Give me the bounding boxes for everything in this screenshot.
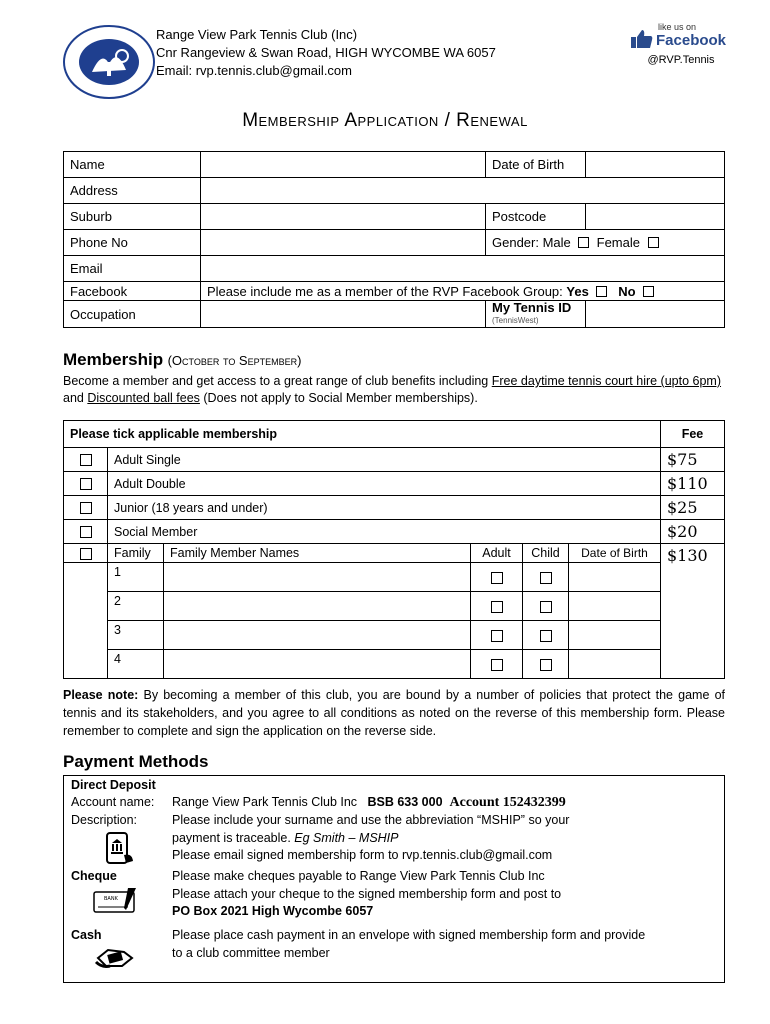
facebook-badge[interactable] bbox=[630, 22, 730, 72]
adult-single-checkbox[interactable] bbox=[80, 454, 92, 466]
junior-fee: $25 bbox=[661, 496, 725, 520]
phone-field[interactable] bbox=[201, 230, 486, 256]
payment-box bbox=[63, 775, 725, 983]
family-row-2-adult-checkbox[interactable] bbox=[491, 601, 503, 613]
occupation-label: Occupation bbox=[64, 301, 201, 328]
cheque-line-2: Please attach your cheque to the signed membership form and post to bbox=[172, 886, 562, 901]
description-label: Description: bbox=[71, 813, 137, 827]
bsb-number: BSB 633 000 bbox=[367, 795, 443, 809]
cheque-text bbox=[172, 868, 722, 921]
facebook-yes-label: Yes bbox=[566, 283, 589, 299]
facebook-no-label: No bbox=[618, 283, 636, 299]
cash-hand-icon bbox=[94, 944, 136, 972]
family-row-1-dob[interactable] bbox=[569, 563, 661, 592]
family-row-2-number: 2 bbox=[108, 592, 164, 621]
direct-deposit-label: Direct Deposit bbox=[71, 778, 156, 792]
cheque-icon bbox=[92, 886, 140, 916]
family-row-2-dob[interactable] bbox=[569, 592, 661, 621]
fb-handle: @RVP.Tennis bbox=[647, 54, 715, 66]
name-field[interactable] bbox=[201, 152, 486, 178]
junior-label: Junior (18 years and under) bbox=[108, 496, 661, 520]
family-row-3-number: 3 bbox=[108, 621, 164, 650]
membership-intro bbox=[63, 373, 725, 407]
email-field[interactable] bbox=[201, 256, 725, 282]
gender-cell bbox=[486, 230, 725, 256]
family-row-4-number: 4 bbox=[108, 650, 164, 679]
description-text bbox=[172, 812, 722, 865]
desc-line-2 bbox=[172, 830, 722, 848]
club-logo bbox=[62, 24, 156, 100]
membership-heading: Membership bbox=[63, 350, 164, 369]
family-row-3-child-checkbox[interactable] bbox=[540, 630, 552, 642]
adult-double-label: Adult Double bbox=[108, 472, 661, 496]
details-table bbox=[63, 151, 725, 328]
family-row-3-name[interactable] bbox=[164, 621, 471, 650]
family-checkbox[interactable] bbox=[80, 548, 92, 560]
account-number: Account 152432399 bbox=[449, 795, 566, 810]
female-checkbox[interactable] bbox=[648, 237, 659, 248]
dob-field[interactable] bbox=[586, 152, 725, 178]
thumbs-up-icon bbox=[630, 28, 654, 50]
cheque-icon-bank-text: BANK bbox=[104, 896, 118, 902]
membership-section bbox=[63, 350, 725, 407]
tennis-id-cell bbox=[486, 301, 586, 328]
cheque-line-1: Please make cheques payable to Range View Park Tennis Club Inc bbox=[172, 869, 545, 883]
policy-note bbox=[63, 686, 725, 740]
note-bold: Please note: bbox=[63, 688, 139, 702]
adult-single-fee: $75 bbox=[661, 448, 725, 472]
desc-line-2-text: payment is traceable. bbox=[172, 830, 291, 845]
cash-text bbox=[172, 927, 722, 962]
male-checkbox[interactable] bbox=[578, 237, 589, 248]
cheque-label: Cheque bbox=[71, 869, 117, 883]
family-child-header: Child bbox=[523, 544, 569, 563]
family-row-4-name[interactable] bbox=[164, 650, 471, 679]
tennis-id-sublabel: (TennisWest) bbox=[492, 316, 539, 325]
club-header bbox=[156, 26, 496, 80]
desc-line-3: Please email signed membership form to rvp.tennis.club@gmail.com bbox=[172, 848, 553, 862]
cash-line-1: Please place cash payment in an envelope with signed membership form and provide bbox=[172, 928, 646, 942]
fee-header: Fee bbox=[661, 421, 725, 448]
adult-single-label: Adult Single bbox=[108, 448, 661, 472]
address-label: Address bbox=[64, 178, 201, 204]
account-name-label: Account name: bbox=[71, 795, 155, 809]
mobile-banking-icon bbox=[102, 831, 136, 865]
facebook-no-checkbox[interactable] bbox=[643, 286, 654, 297]
membership-period: (October to September) bbox=[167, 353, 302, 368]
family-row-1-child-checkbox[interactable] bbox=[540, 572, 552, 584]
facebook-label: Facebook bbox=[64, 282, 201, 301]
address-field[interactable] bbox=[201, 178, 725, 204]
tennis-id-label: My Tennis ID bbox=[492, 300, 572, 315]
adult-double-checkbox[interactable] bbox=[80, 478, 92, 490]
account-line bbox=[172, 794, 566, 812]
social-fee: $20 bbox=[661, 520, 725, 544]
court-hire-benefit: Free daytime tennis court hire (upto 6pm) bbox=[491, 374, 722, 388]
intro-text-c: (Does not apply to Social Member memberships). bbox=[199, 391, 478, 405]
social-checkbox[interactable] bbox=[80, 526, 92, 538]
club-address: Cnr Rangeview & Swan Road, HIGH WYCOMBE WA 6057 bbox=[156, 45, 496, 60]
family-row-1-name[interactable] bbox=[164, 563, 471, 592]
desc-example: Eg Smith – MSHIP bbox=[294, 830, 399, 845]
family-row-1-adult-checkbox[interactable] bbox=[491, 572, 503, 584]
payment-heading: Payment Methods bbox=[63, 752, 209, 771]
gender-female-label: Female bbox=[596, 235, 640, 250]
postcode-field[interactable] bbox=[586, 204, 725, 230]
dob-label: Date of Birth bbox=[486, 152, 586, 178]
note-text: By becoming a member of this club, you are bound by a number of policies that protect the game of tennis and its stakeholders, and you agree to all conditions as noted on the reverse of this membership form. Please remember to complete and sign the application on the reverse side. bbox=[63, 688, 725, 738]
fb-like-text: like us on bbox=[658, 22, 697, 32]
family-names-header: Family Member Names bbox=[164, 544, 471, 563]
phone-label: Phone No bbox=[64, 230, 201, 256]
family-row-4-adult-checkbox[interactable] bbox=[491, 659, 503, 671]
family-label: Family bbox=[108, 544, 164, 563]
account-name: Range View Park Tennis Club Inc bbox=[172, 795, 358, 809]
club-email: Email: rvp.tennis.club@gmail.com bbox=[156, 63, 352, 78]
family-adult-header: Adult bbox=[471, 544, 523, 563]
family-row-2-name[interactable] bbox=[164, 592, 471, 621]
membership-table-header: Please tick applicable membership bbox=[64, 421, 661, 448]
social-label: Social Member bbox=[108, 520, 661, 544]
facebook-yes-checkbox[interactable] bbox=[596, 286, 607, 297]
page-title: Membership Application / Renewal bbox=[242, 110, 528, 131]
suburb-field[interactable] bbox=[201, 204, 486, 230]
family-row-3-dob[interactable] bbox=[569, 621, 661, 650]
email-label: Email bbox=[64, 256, 201, 282]
family-dob-header: Date of Birth bbox=[569, 544, 661, 563]
intro-text-b: and bbox=[63, 391, 88, 405]
postcode-label: Postcode bbox=[486, 204, 586, 230]
family-row-1-number: 1 bbox=[108, 563, 164, 592]
junior-checkbox[interactable] bbox=[80, 502, 92, 514]
family-row-4-dob[interactable] bbox=[569, 650, 661, 679]
family-row-2-child-checkbox[interactable] bbox=[540, 601, 552, 613]
occupation-field[interactable] bbox=[201, 301, 486, 328]
desc-line-1: Please include your surname and use the abbreviation “MSHIP” so your bbox=[172, 813, 570, 827]
facebook-question: Please include me as a member of the RVP Facebook Group: bbox=[207, 283, 563, 299]
po-box: PO Box 2021 High Wycombe 6057 bbox=[172, 904, 374, 918]
suburb-label: Suburb bbox=[64, 204, 201, 230]
membership-table bbox=[63, 420, 725, 679]
intro-text-a: Become a member and get access to a great range of club benefits including bbox=[63, 374, 492, 388]
facebook-cell bbox=[201, 282, 725, 301]
gender-male-label: Gender: Male bbox=[492, 235, 571, 250]
family-row-3-adult-checkbox[interactable] bbox=[491, 630, 503, 642]
cash-line-2: to a club committee member bbox=[172, 945, 330, 960]
fb-brand: Facebook bbox=[656, 32, 727, 49]
name-label: Name bbox=[64, 152, 201, 178]
family-row-4-child-checkbox[interactable] bbox=[540, 659, 552, 671]
adult-double-fee: $110 bbox=[661, 472, 725, 496]
tennis-id-field[interactable] bbox=[586, 301, 725, 328]
club-name: Range View Park Tennis Club (Inc) bbox=[156, 27, 358, 42]
ball-fee-benefit: Discounted ball fees bbox=[87, 391, 200, 405]
family-fee: $130 bbox=[661, 544, 725, 679]
cash-label: Cash bbox=[71, 928, 102, 942]
